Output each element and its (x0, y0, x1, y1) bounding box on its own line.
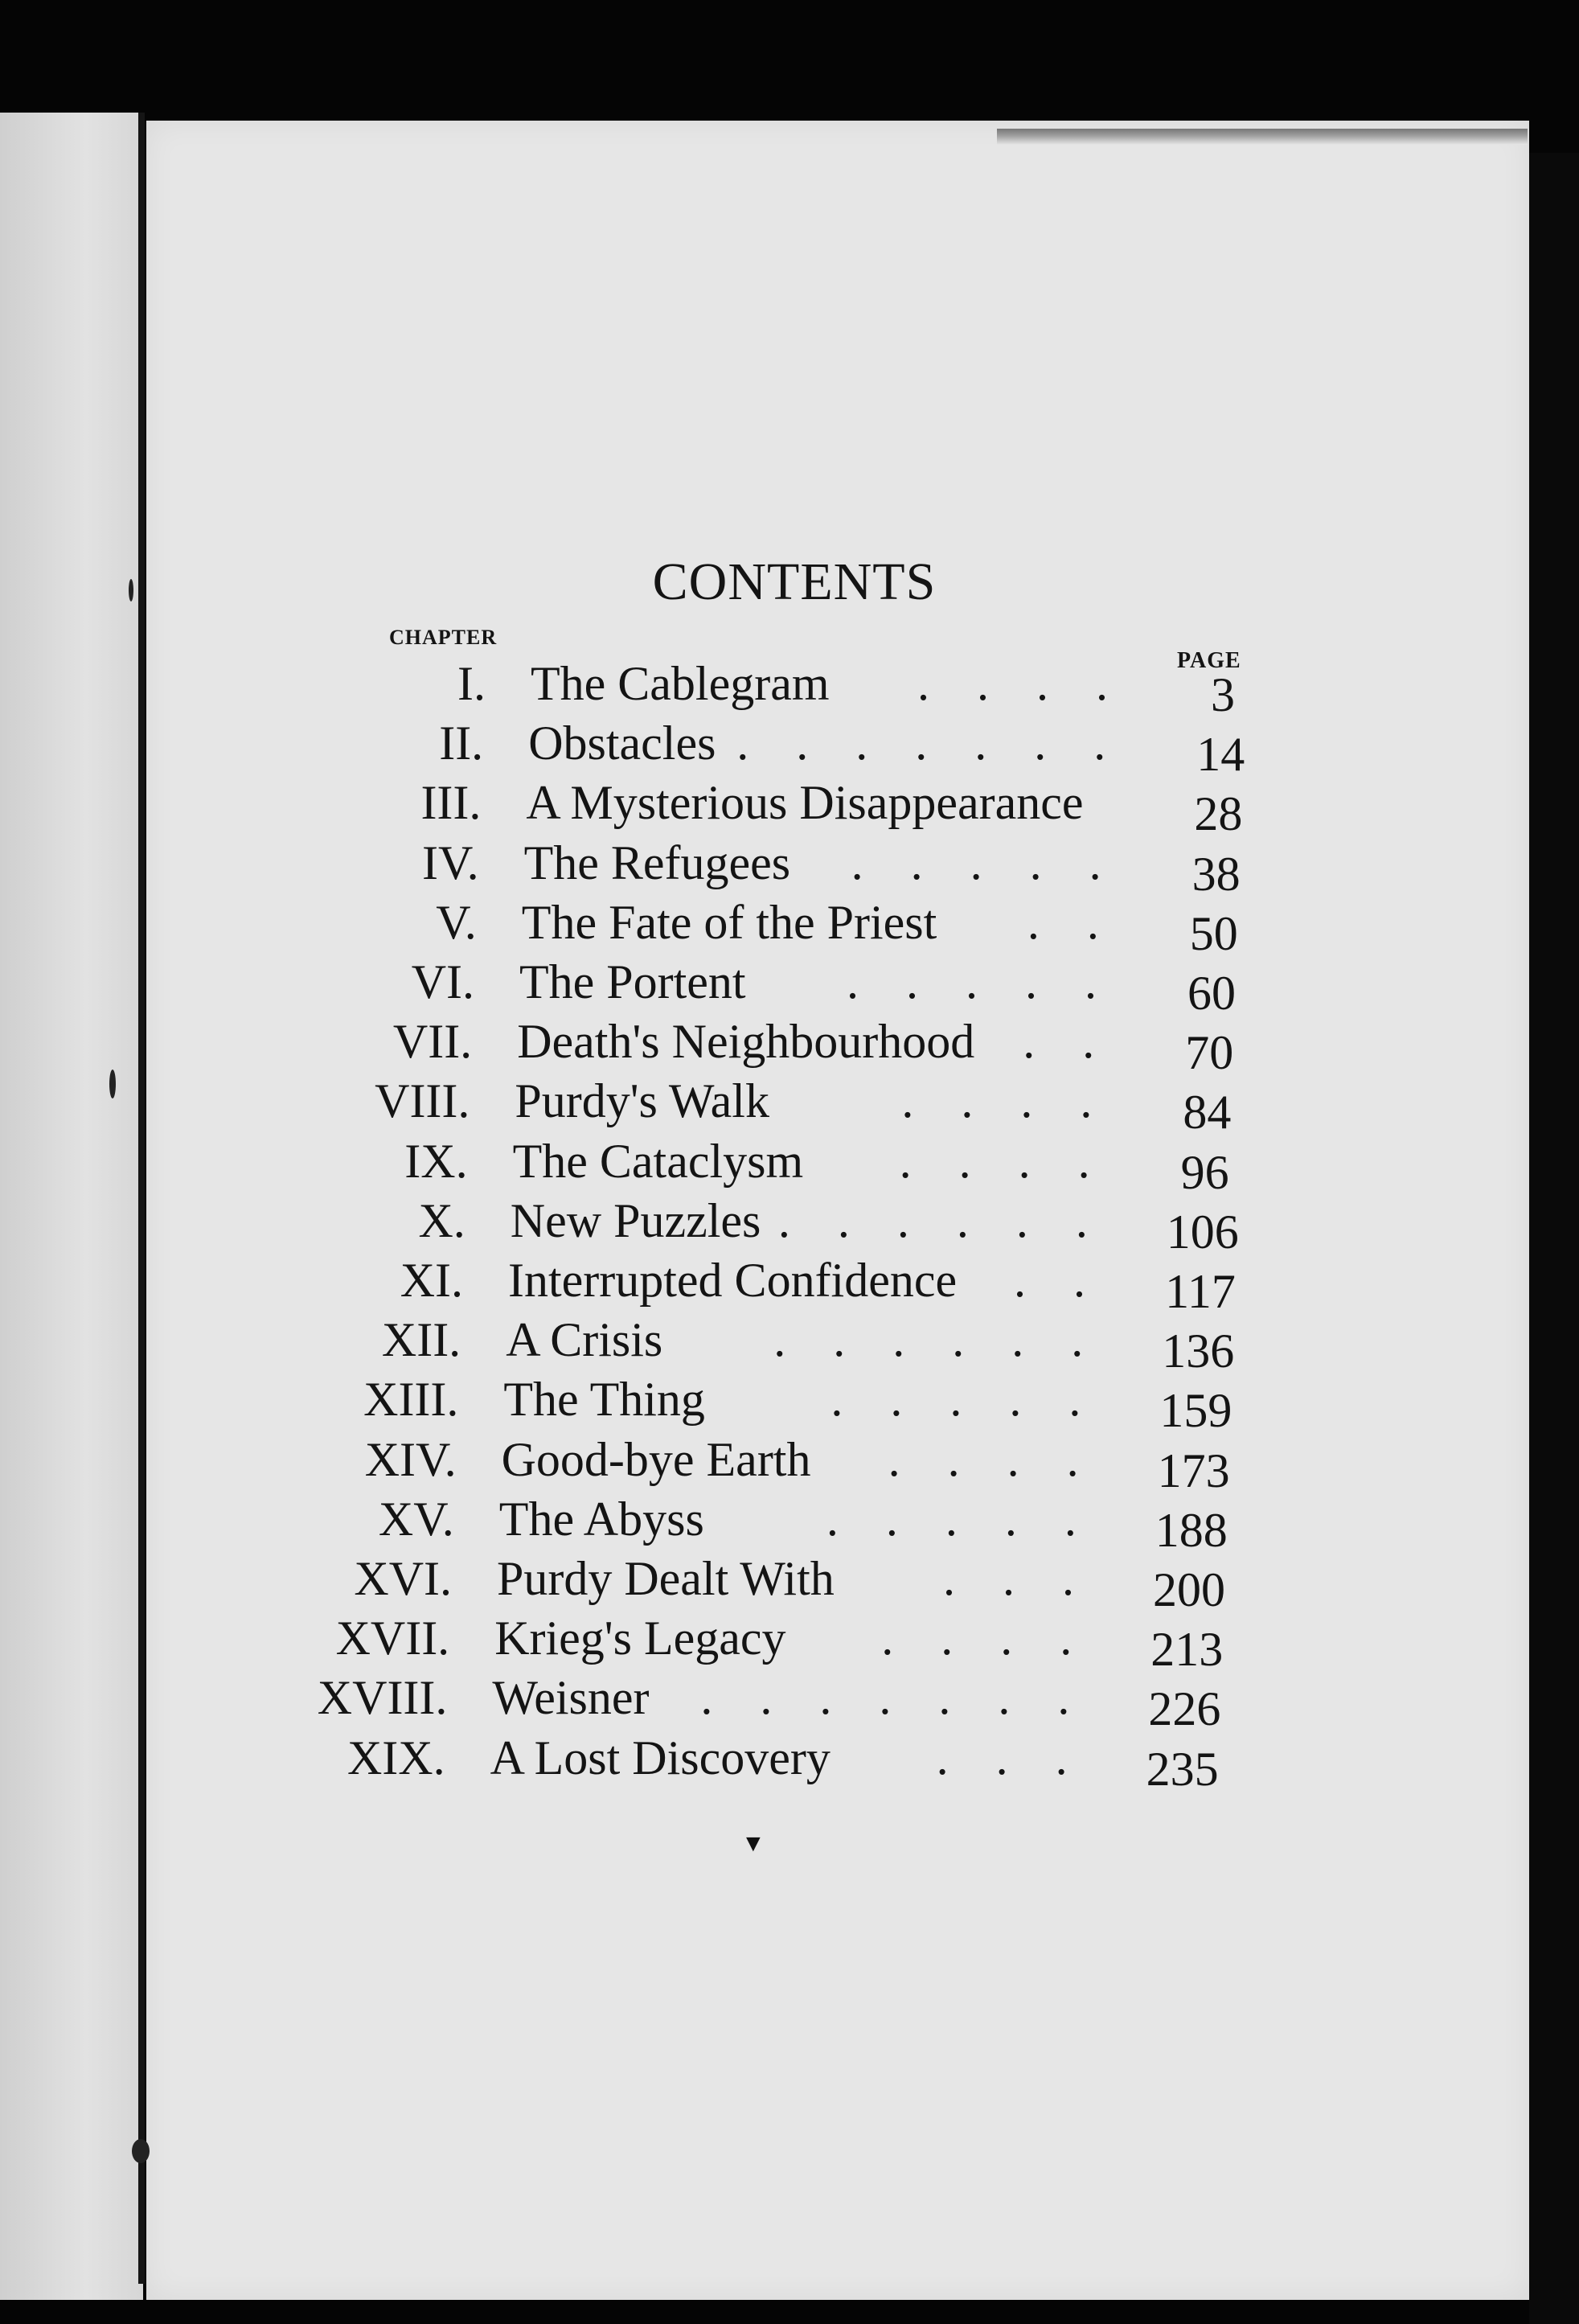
toc-entry (0, 1431, 1579, 1497)
leader-dots: . . . . (917, 656, 1126, 710)
chapter-title: The Cataclysm (512, 1134, 804, 1188)
chapter-number: XI. (400, 1253, 463, 1307)
chapter-title: Good-bye Earth (501, 1432, 811, 1486)
chapter-number: VIII. (375, 1074, 470, 1128)
chapter-title: Interrupted Confidence (508, 1253, 958, 1307)
chapter-title: Weisner (492, 1671, 650, 1725)
toc-entry (0, 1132, 1579, 1199)
chapter-number: VII. (392, 1015, 473, 1069)
page-number: 28 (1194, 787, 1243, 841)
chapter-number: VI. (411, 955, 474, 1008)
chapter-column-label: CHAPTER (389, 626, 498, 649)
chapter-title: The Refugees (523, 836, 791, 889)
leader-dots: . . . . . . (773, 1313, 1101, 1367)
chapter-title: Obstacles (528, 716, 716, 770)
chapter-number: IV. (422, 836, 479, 889)
leader-dots: . . . . . (847, 955, 1114, 1008)
leader-dots: . . . . . (826, 1492, 1094, 1546)
chapter-title: The Cablegram (531, 656, 830, 710)
toc-entry (0, 1550, 1579, 1616)
leader-dots: . . . . (899, 1134, 1108, 1188)
page-number: 117 (1165, 1264, 1236, 1318)
page-number: 173 (1157, 1443, 1230, 1497)
page-number: 200 (1153, 1562, 1225, 1616)
page-number: 84 (1183, 1086, 1232, 1139)
leader-dots: . . . . . . . (736, 716, 1124, 770)
chapter-number: I. (457, 656, 486, 710)
page-number: 188 (1155, 1503, 1228, 1557)
chapter-number: XV. (378, 1492, 454, 1546)
toc-entry (0, 1072, 1579, 1139)
page-number: 14 (1196, 728, 1245, 782)
leader-dots: . . (1014, 1253, 1103, 1307)
page-number: 136 (1162, 1324, 1235, 1378)
toc-entry (0, 714, 1579, 782)
chapter-title: Purdy's Walk (515, 1074, 769, 1128)
toc-entry (0, 1370, 1579, 1438)
leader-dots: . . . (936, 1731, 1085, 1784)
chapter-title: The Thing (503, 1373, 705, 1427)
chapter-number: XIII. (363, 1373, 459, 1427)
leader-dots: . . (1027, 895, 1117, 949)
toc-entry (0, 1192, 1579, 1258)
leader-dots: . . . . . (831, 1373, 1099, 1427)
chapter-number: II. (439, 716, 484, 770)
page-number: 3 (1211, 667, 1235, 721)
page-number: 213 (1150, 1623, 1224, 1677)
toc-entry (0, 1490, 1579, 1557)
chapter-number: XIX. (347, 1731, 445, 1784)
chapter-number: V. (436, 895, 477, 949)
page-number: 50 (1189, 906, 1238, 960)
leader-dots: . . . . (901, 1074, 1110, 1128)
chapter-title: New Puzzles (510, 1193, 761, 1247)
toc-entry (0, 655, 1579, 721)
toc-entry (0, 1311, 1579, 1378)
leader-dots: . . . . (888, 1432, 1097, 1486)
chapter-number: X. (418, 1193, 465, 1247)
chapter-number: III. (420, 776, 482, 830)
chapter-title: A Mysterious Disappearance (526, 776, 1084, 830)
page-number: 159 (1159, 1384, 1232, 1438)
leader-dots: . . . . (881, 1612, 1090, 1665)
page-number: 96 (1180, 1145, 1229, 1199)
leader-dots: . . . . . . (777, 1193, 1105, 1247)
down-arrow-icon: ▼ (741, 1830, 765, 1857)
toc-entry (0, 1609, 1579, 1677)
chapter-title: The Fate of the Priest (521, 895, 937, 949)
chapter-number: XIV. (364, 1432, 457, 1486)
leader-dots: . . (1023, 1015, 1113, 1069)
chapter-number: XVIII. (317, 1671, 448, 1725)
chapter-title: The Abyss (498, 1492, 704, 1546)
toc-entry (0, 834, 1579, 901)
page-column-label: PAGE (1177, 648, 1241, 673)
chapter-title: Krieg's Legacy (494, 1612, 786, 1665)
toc-entry (0, 1669, 1579, 1736)
chapter-number: XVII. (335, 1612, 450, 1665)
leader-dots: . . . (943, 1551, 1092, 1605)
page-number: 235 (1146, 1742, 1219, 1796)
chapter-title: The Portent (519, 955, 746, 1008)
leader-dots: . . . . . (851, 836, 1119, 889)
chapter-title: A Crisis (506, 1313, 663, 1367)
chapter-title: Death's Neighbourhood (517, 1015, 975, 1069)
toc-entry (0, 953, 1579, 1020)
contents-heading: CONTENTS (652, 552, 937, 611)
toc-entry (0, 893, 1579, 960)
page-number: 38 (1191, 847, 1241, 901)
toc-entry (0, 1012, 1579, 1080)
page-number: 106 (1166, 1205, 1239, 1258)
leader-dots: . . . . . . . (700, 1671, 1088, 1725)
toc-entry (0, 774, 1579, 841)
page-number: 226 (1148, 1682, 1221, 1736)
chapter-number: IX. (404, 1134, 468, 1188)
toc-entry (0, 1729, 1579, 1796)
page-number: 70 (1185, 1026, 1234, 1080)
page-number: 60 (1187, 966, 1236, 1020)
chapter-title: A Lost Discovery (490, 1731, 831, 1784)
chapter-number: XII. (381, 1313, 461, 1367)
toc-entry (0, 1251, 1579, 1318)
chapter-number: XVI. (354, 1551, 452, 1605)
chapter-title: Purdy Dealt With (497, 1551, 835, 1605)
